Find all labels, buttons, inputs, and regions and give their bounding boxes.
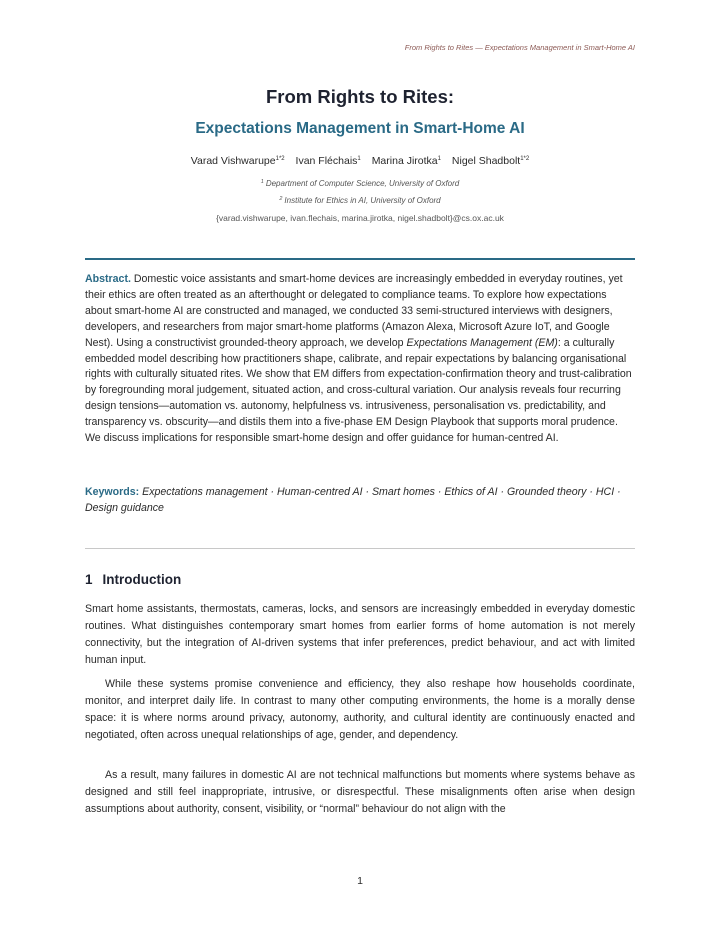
author-affil-mark: 1*2 (275, 156, 285, 162)
keywords-label: Keywords: (85, 486, 140, 498)
paper-title: From Rights to Rites: (265, 86, 455, 107)
abstract-label: Abstract. (85, 273, 131, 285)
author-affil-mark: 1*2 (520, 156, 530, 162)
header-divider (85, 258, 635, 260)
abstract-text-cont: : a culturally embedded model describing how practitioners shape, calibrate, and repair expectations by balancing organisational rights with culturally situated rites. We show that EM differs from expectation-confirmation theory and trust-calibration by foregrounding moral judgement, situated action, and cross-cultural variation. Our analysis reveals four recurring design tensions—automation vs. autonomy, helpfulness vs. intrusiveness, personalisation vs. predictability, and transparency vs. obscurity—and distils them into a five-phase EM Design Playbook that supports moral prudence. We discuss implications for responsible smart-home design and offer guidance for human-centred AI. (85, 336, 632, 445)
body-paragraph: Smart home assistants, thermostats, cameras, locks, and sensors are increasingly embedded in everyday domestic routines. What distinguishes contemporary smart homes from earlier forms of home automation is not merely connectivity, but the integration of AI-driven systems that infer preferences, predict behaviour, and act with limited human input. (85, 603, 635, 666)
running-head: From Rights to Rites — Expectations Management in Smart-Home AI (404, 43, 635, 52)
affiliation (0, 196, 720, 205)
abstract (85, 272, 635, 447)
abstract-emphasis: Expectations Management (EM) (406, 336, 558, 349)
section-title: Introduction (102, 572, 182, 587)
keywords (85, 485, 635, 517)
section-heading (85, 572, 181, 587)
author-name: Nigel Shadbolt (451, 155, 521, 167)
section-divider (85, 548, 635, 549)
author (296, 155, 361, 167)
author-affil-mark: 1 (437, 156, 441, 162)
author (452, 155, 529, 167)
page-number: 1 (357, 875, 363, 887)
author-affil-mark: 1 (357, 156, 361, 162)
section-number: 1 (85, 572, 93, 587)
body-paragraph: While these systems promise convenience and efficiency, they also reshape how households coordinate, monitor, and interpret daily life. In contrast to many other computing environments, the home is a morally dense space: it is where norms around privacy, autonomy, authority, and cultural identity are continuously enacted and negotiated, often across unequal relationships of age, gender, and dependency. (85, 678, 635, 741)
affiliation (0, 179, 720, 188)
affiliation-text: Department of Computer Science, University of Oxford (265, 179, 460, 188)
author-name: Varad Vishwarupe (190, 155, 276, 167)
affiliation-mark: 1 (260, 179, 264, 185)
affiliation-mark: 2 (279, 196, 283, 202)
author-list (0, 155, 720, 167)
author-name: Ivan Fléchais (295, 155, 358, 167)
body-paragraph: As a result, many failures in domestic AI are not technical malfunctions but moments where systems behave as designed and still feel inappropriate, intrusive, or disrespectful. These misalignments often arise when design assumptions about authority, consent, visibility, or “normal” behaviour do not align with the (85, 769, 635, 815)
affiliation-text: Institute for Ethics in AI, University of Oxford (284, 196, 441, 205)
author (191, 155, 285, 167)
paper-subtitle: Expectations Management in Smart-Home AI (195, 120, 525, 137)
author-name: Marina Jirotka (371, 155, 438, 167)
author (372, 155, 441, 167)
author-emails: {varad.vishwarupe, ivan.flechais, marina.jirotka, nigel.shadbolt}@cs.ox.ac.uk (216, 213, 504, 223)
keywords-text: Expectations management · Human-centred AI · Smart homes · Ethics of AI · Grounded theory · HCI · Design guidance (85, 486, 621, 514)
abstract-text: Domestic voice assistants and smart-home devices are increasingly embedded in everyday routines, yet their ethics are often treated as an afterthought or delegated to compliance teams. To explore how expectations about smart-home AI are constructed and managed, we conducted 33 semi-structured interviews with designers, developers, and researchers from major smart-home platforms (Amazon Alexa, Microsoft Azure IoT, and Google Nest). Using a constructivist grounded-theory approach, we develop (85, 273, 623, 349)
